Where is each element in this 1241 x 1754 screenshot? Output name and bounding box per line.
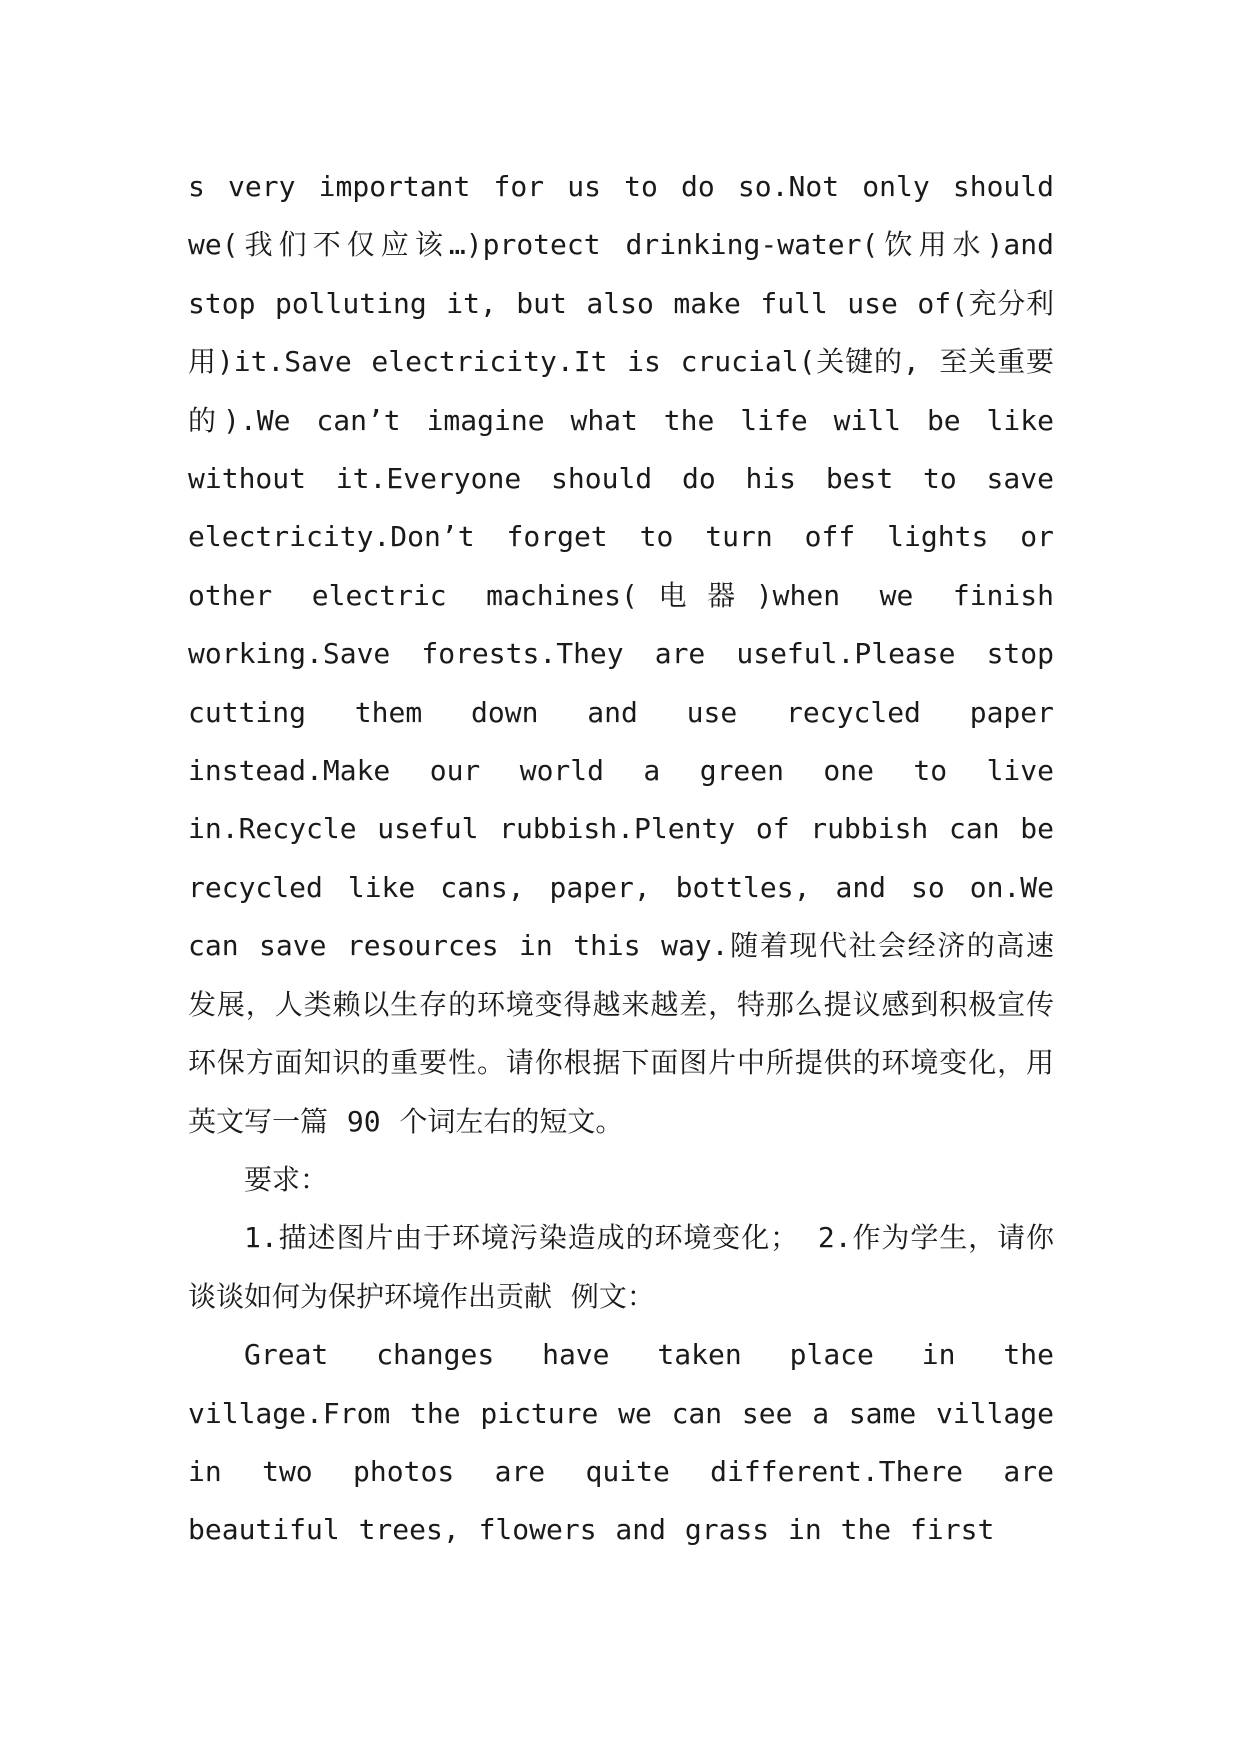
requirements-list: 1.描述图片由于环境污染造成的环境变化； 2.作为学生，请你谈谈如何为保护环境作出贡献 例文： [188, 1221, 1054, 1313]
requirements-heading: 要求： [244, 1162, 329, 1196]
document-page [188, 158, 1054, 1560]
sample-essay-paragraph: Great changes have taken place in the village.From the picture we can see a same village in two photos are quite different.There are beautiful trees, flowers and grass in the first [188, 1338, 1054, 1547]
body-paragraph-1: s very important for us to do so.Not only should we(我们不仅应该…)protect drinking-water(饮用水)and stop polluting it, but also make full use of(充分利用)it.Save electricity.It is crucial(关键的, 至关重要的).We can’t imagine what the life will be like without it.Everyone should do his best to save electricity.Don’t forget to turn off lights or other electric machines(电器)when we finish working.Save forests.They are useful.Please stop cutting them down and use recycled paper instead.Make our world a green one to live in.Recycle useful rubbish.Plenty of rubbish can be recycled like cans, paper, bottles, and so on.We can save resources in this way.随着现代社会经济的高速发展，人类赖以生存的环境变得越来越差，特那么提议感到积极宣传环保方面知识的重要性。请你根据下面图片中所提供的环境变化，用英文写一篇 90 个词左右的短文。 [188, 170, 1054, 1138]
